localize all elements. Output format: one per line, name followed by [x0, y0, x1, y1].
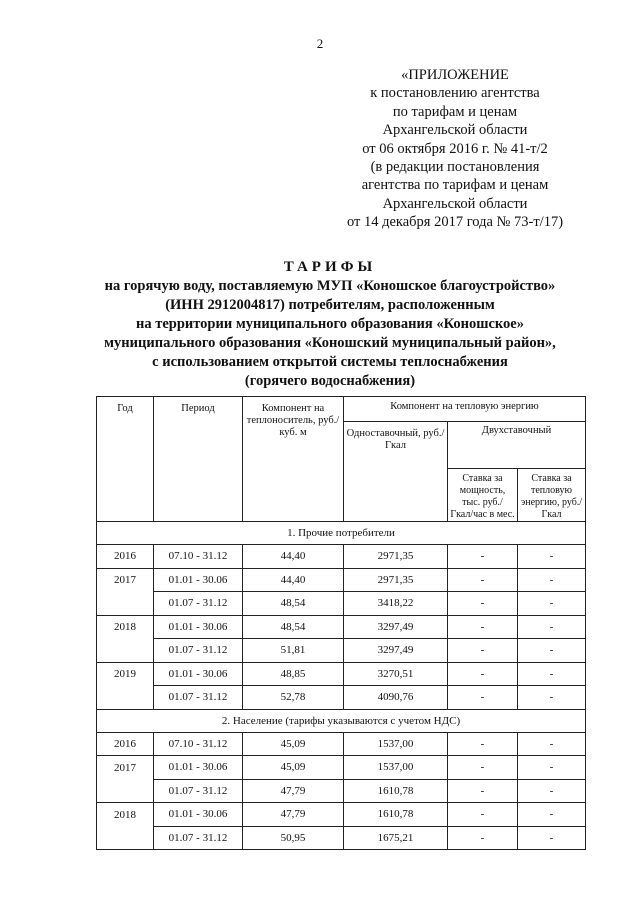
cell-year: 2018 [97, 615, 154, 639]
cell-one-rate: 3297,49 [344, 639, 448, 663]
cell-energy-rate: - [518, 756, 586, 780]
tariff-table-body [97, 397, 586, 850]
table-row [97, 545, 586, 569]
header-carrier: Компонент на теплоноситель, руб./куб. м [243, 397, 344, 522]
cell-capacity: - [448, 662, 518, 686]
title-line: (горячего водоснабжения) [244, 373, 416, 389]
cell-energy-rate: - [518, 545, 586, 569]
cell-capacity: - [448, 756, 518, 780]
cell-year [97, 779, 154, 803]
header-energy-rate: Ставка за тепловую энергию, руб./Гкал [518, 469, 586, 522]
title-heading: ТАРИФЫ [283, 259, 377, 275]
header-capacity: Ставка за мощность, тыс. руб./ Гкал/час в мес. [448, 469, 518, 522]
cell-capacity: - [448, 568, 518, 592]
section-row [97, 709, 586, 732]
cell-energy-rate: - [518, 639, 586, 663]
cell-period: 01.07 - 31.12 [154, 826, 243, 850]
cell-one-rate: 2971,35 [344, 568, 448, 592]
appendix-line: к постановлению агентства [370, 85, 540, 102]
table-row [97, 779, 586, 803]
cell-carrier: 44,40 [243, 545, 344, 569]
header-row [97, 397, 586, 422]
table-row [97, 568, 586, 592]
cell-energy-rate: - [518, 568, 586, 592]
cell-period: 01.01 - 30.06 [154, 803, 243, 827]
section-title: 2. Население (тарифы указываются с учетом НДС) [97, 709, 586, 732]
header-year: Год [97, 397, 154, 522]
cell-energy-rate: - [518, 592, 586, 616]
cell-year [97, 639, 154, 663]
appendix-line: Архангельской области [382, 122, 528, 139]
cell-carrier: 48,54 [243, 592, 344, 616]
cell-year: 2016 [97, 732, 154, 756]
appendix-line: агентства по тарифам и ценам [361, 177, 549, 194]
cell-year: 2018 [97, 803, 154, 827]
cell-capacity: - [448, 779, 518, 803]
cell-carrier: 48,85 [243, 662, 344, 686]
cell-period: 01.01 - 30.06 [154, 756, 243, 780]
title-line: с использованием открытой системы теплоснабжения [152, 354, 508, 370]
cell-one-rate: 1610,78 [344, 803, 448, 827]
table-row [97, 732, 586, 756]
cell-carrier: 48,54 [243, 615, 344, 639]
cell-year: 2017 [97, 568, 154, 592]
document-title [60, 258, 600, 391]
cell-year: 2017 [97, 756, 154, 780]
cell-carrier: 45,09 [243, 756, 344, 780]
appendix-block [340, 66, 570, 232]
cell-capacity: - [448, 826, 518, 850]
cell-year [97, 826, 154, 850]
cell-energy-rate: - [518, 686, 586, 710]
cell-year [97, 592, 154, 616]
cell-carrier: 47,79 [243, 779, 344, 803]
cell-one-rate: 1675,21 [344, 826, 448, 850]
cell-period: 01.07 - 31.12 [154, 639, 243, 663]
table-row [97, 826, 586, 850]
header-period: Период [154, 397, 243, 522]
cell-carrier: 44,40 [243, 568, 344, 592]
cell-year [97, 686, 154, 710]
cell-year: 2016 [97, 545, 154, 569]
cell-energy-rate: - [518, 803, 586, 827]
cell-one-rate: 4090,76 [344, 686, 448, 710]
cell-energy-rate: - [518, 615, 586, 639]
cell-capacity: - [448, 686, 518, 710]
cell-one-rate: 3418,22 [344, 592, 448, 616]
cell-carrier: 50,95 [243, 826, 344, 850]
cell-one-rate: 3297,49 [344, 615, 448, 639]
cell-period: 01.07 - 31.12 [154, 779, 243, 803]
appendix-line: Архангельской области [382, 195, 528, 212]
table-row [97, 756, 586, 780]
cell-energy-rate: - [518, 826, 586, 850]
title-line: на горячую воду, поставляемую МУП «Коношское благоустройство» [104, 278, 556, 294]
cell-period: 01.07 - 31.12 [154, 592, 243, 616]
cell-period: 07.10 - 31.12 [154, 545, 243, 569]
cell-capacity: - [448, 803, 518, 827]
cell-carrier: 47,79 [243, 803, 344, 827]
cell-year: 2019 [97, 662, 154, 686]
cell-capacity: - [448, 545, 518, 569]
cell-period: 01.01 - 30.06 [154, 615, 243, 639]
appendix-line: от 06 октября 2016 г. № 41-т/2 [362, 140, 548, 157]
cell-capacity: - [448, 732, 518, 756]
page-number: 2 [316, 36, 324, 51]
cell-capacity: - [448, 592, 518, 616]
table-row [97, 639, 586, 663]
cell-energy-rate: - [518, 662, 586, 686]
cell-one-rate: 1537,00 [344, 732, 448, 756]
appendix-line: по тарифам и ценам [392, 103, 518, 120]
table-row [97, 803, 586, 827]
table-row [97, 592, 586, 616]
table-row [97, 615, 586, 639]
section-title: 1. Прочие потребители [97, 522, 586, 545]
appendix-line: «ПРИЛОЖЕНИЕ [401, 67, 509, 83]
table-row [97, 686, 586, 710]
cell-one-rate: 2971,35 [344, 545, 448, 569]
cell-period: 01.07 - 31.12 [154, 686, 243, 710]
cell-carrier: 45,09 [243, 732, 344, 756]
header-one-rate: Одноставочный, руб./Гкал [344, 422, 448, 522]
title-line: муниципального образования «Коношский муниципальный район», [104, 335, 556, 351]
tariff-table [96, 396, 586, 850]
appendix-line: (в редакции постановления [370, 159, 540, 176]
cell-one-rate: 3270,51 [344, 662, 448, 686]
cell-period: 07.10 - 31.12 [154, 732, 243, 756]
table-row [97, 662, 586, 686]
section-row [97, 522, 586, 545]
header-energy: Компонент на тепловую энергию [344, 397, 586, 422]
cell-period: 01.01 - 30.06 [154, 662, 243, 686]
cell-capacity: - [448, 615, 518, 639]
cell-one-rate: 1610,78 [344, 779, 448, 803]
title-line: на территории муниципального образования «Коношское» [135, 316, 524, 332]
cell-period: 01.01 - 30.06 [154, 568, 243, 592]
header-two-rate: Двухставочный [448, 422, 586, 469]
cell-one-rate: 1537,00 [344, 756, 448, 780]
appendix-line: от 14 декабря 2017 года № 73-т/17) [346, 214, 564, 231]
cell-carrier: 51,81 [243, 639, 344, 663]
cell-energy-rate: - [518, 779, 586, 803]
title-line: (ИНН 2912004817) потребителям, расположенным [165, 297, 495, 313]
cell-energy-rate: - [518, 732, 586, 756]
cell-carrier: 52,78 [243, 686, 344, 710]
cell-capacity: - [448, 639, 518, 663]
